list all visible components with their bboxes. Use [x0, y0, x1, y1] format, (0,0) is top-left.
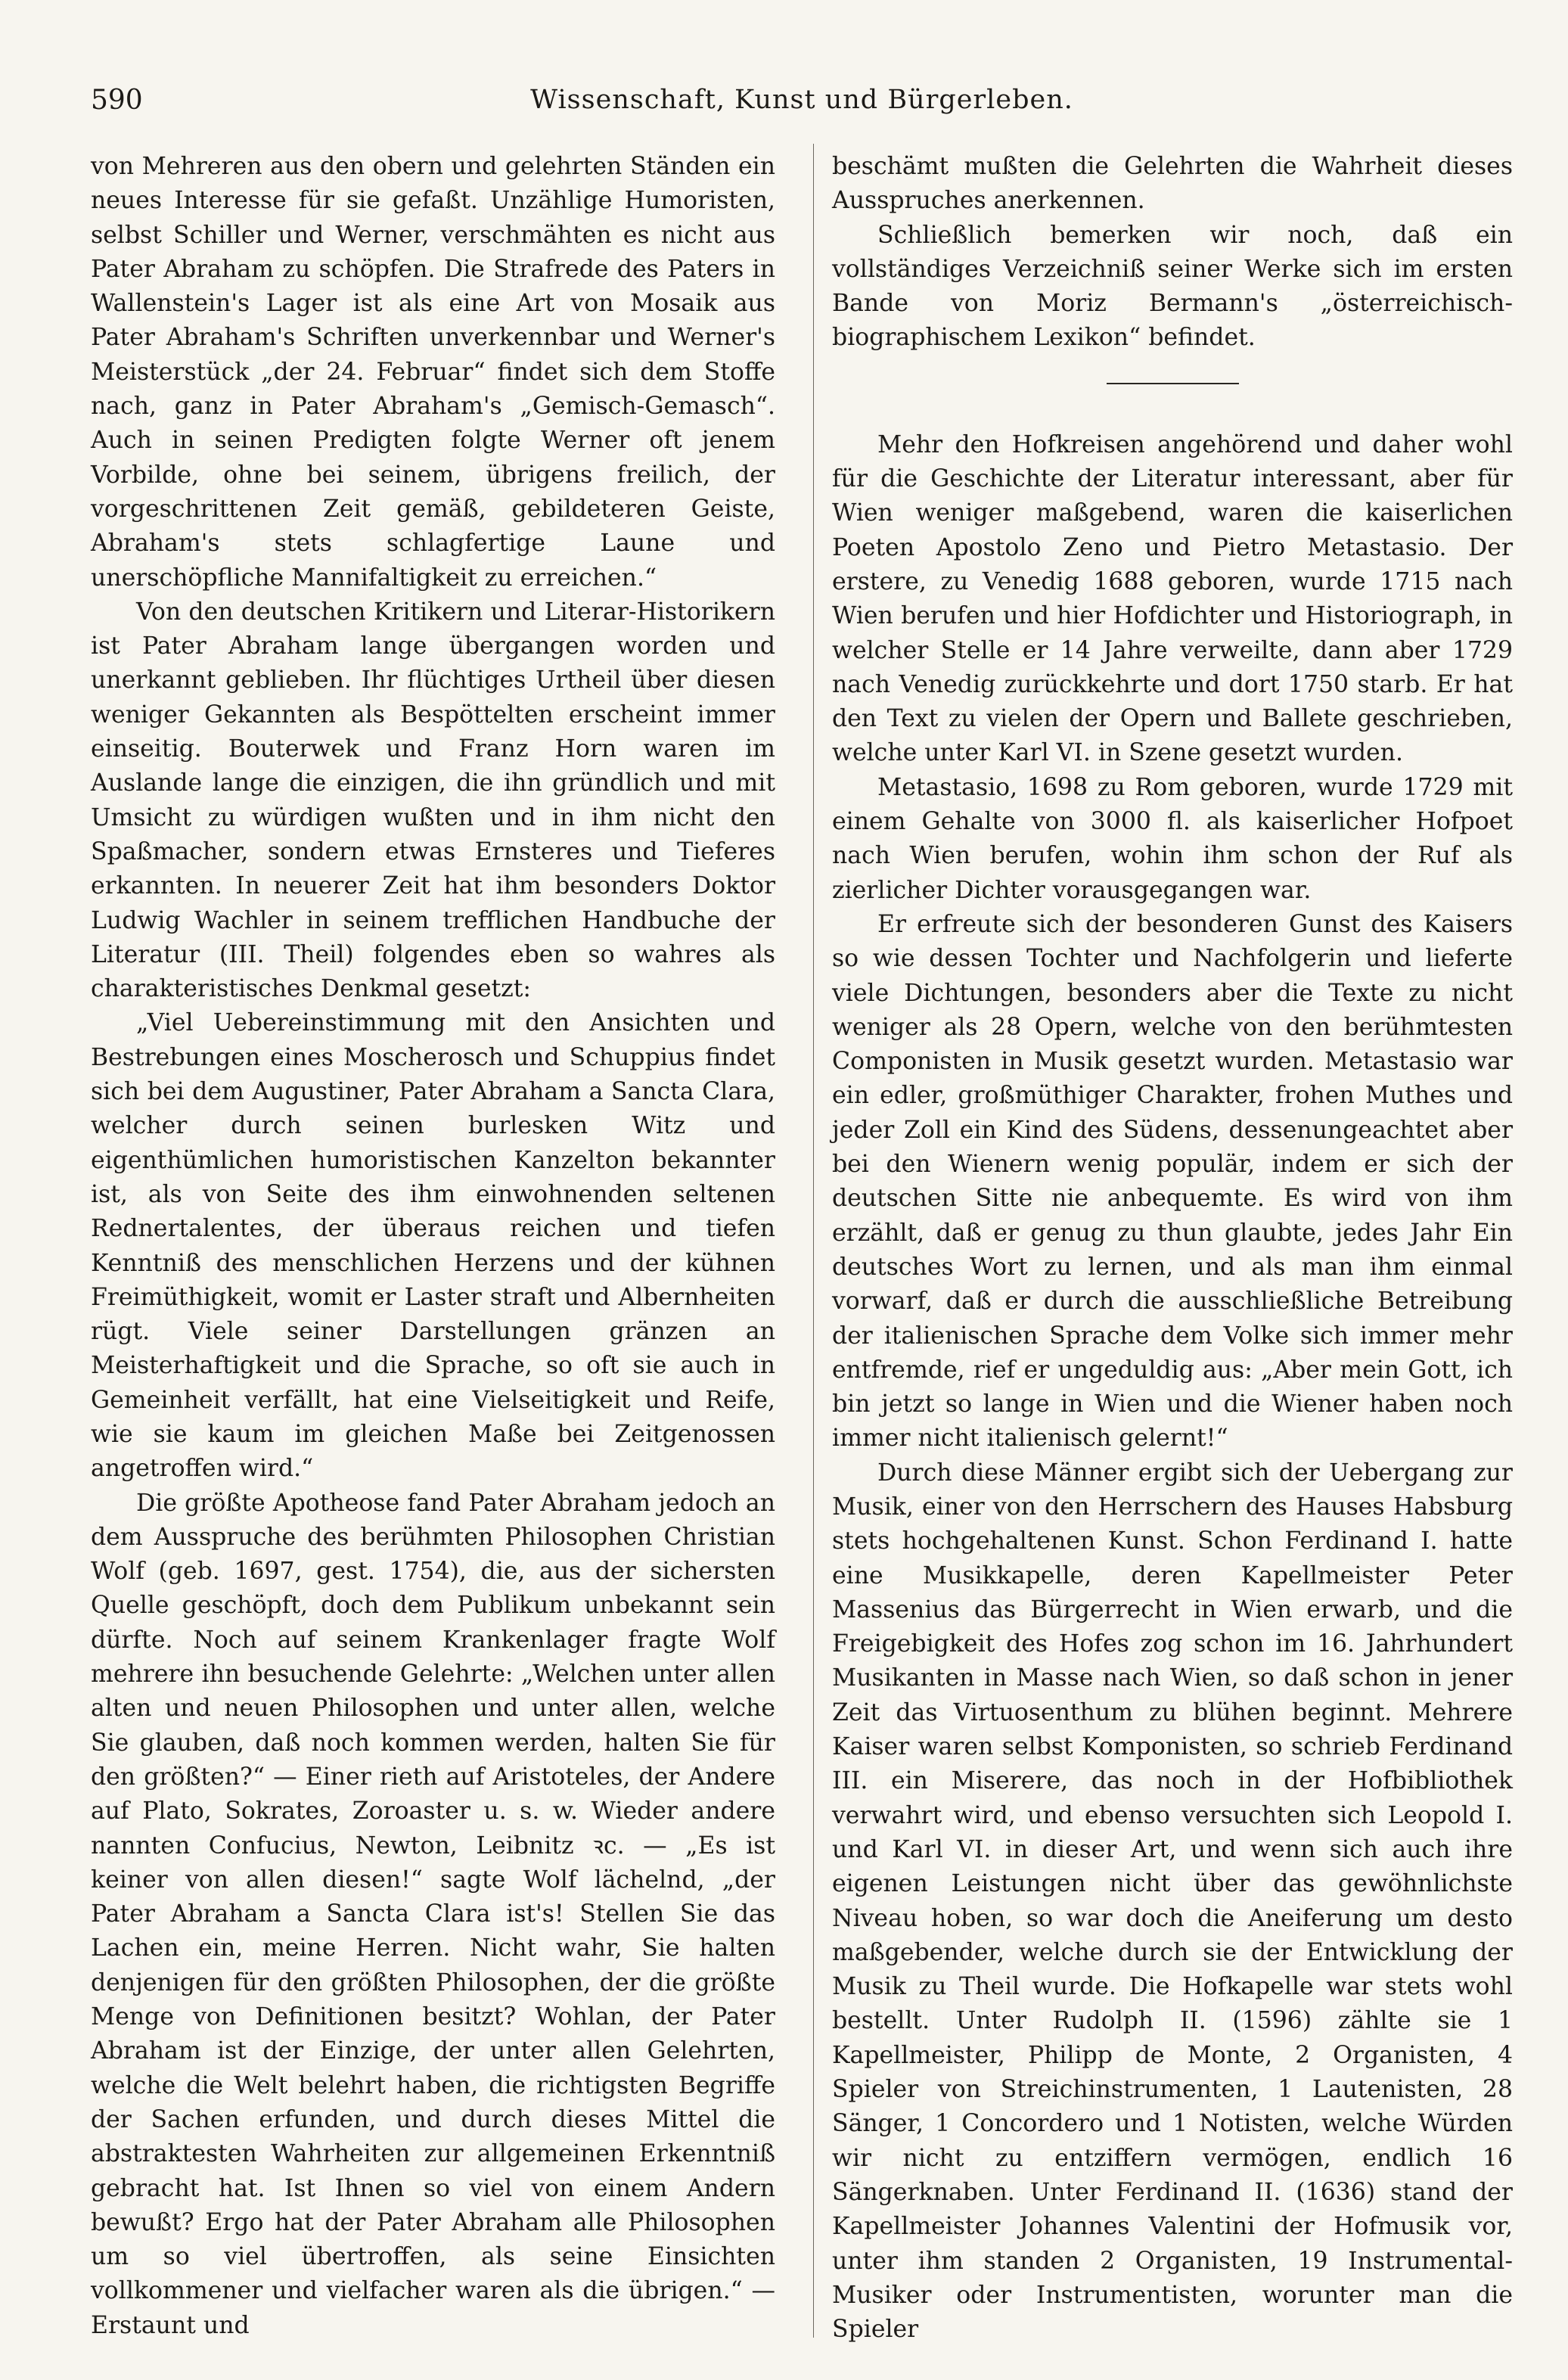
page-number: 590 [91, 85, 143, 116]
column-divider [813, 144, 814, 2338]
left-column [91, 150, 775, 2343]
paragraph: Er erfreute sich der besonderen Gunst des Kaisers so wie dessen Tochter und Nachfolgerin und lieferte viele Dichtungen, besonders aber die Texte zu nicht weniger als 28 Opern, welche von den berühmtesten Componisten in Musik gesetzt wurden. Metastasio war ein edler, großmüthiger Charakter, frohen Muthes und jeder Zoll ein Kind des Südens, dessenungeachtet aber bei den Wienern wenig populär, indem er sich der deutschen Sitte nie anbequemte. Es wird von ihm erzählt, daß er genug zu thun glaubte, jedes Jahr Ein deutsches Wort zu lernen, und als man ihm einmal vorwarf, daß er durch die ausschließliche Betreibung der italienischen Sprache dem Volke sich immer mehr entfremde, rief er ungeduldig aus: „Aber mein Gott, ich bin jetzt so lange in Wien und die Wiener haben noch immer nicht italienisch gelernt!“ [832, 910, 1513, 1453]
paragraph: Schließlich bemerken wir noch, daß ein vollständiges Verzeichniß seiner Werke sich im ersten Bande von Moriz Bermann's „österreichisch-biographischem Lexikon“ befindet. [832, 221, 1513, 352]
paragraph: Durch diese Männer ergibt sich der Uebergang zur Musik, einer von den Herrschern des Hauses Habsburg stets hochgehaltenen Kunst. Schon Ferdinand I. hatte eine Musikkapelle, deren Kapellmeister Peter Massenius das Bürgerrecht in Wien erwarb, und die Freigebigkeit des Hofes zog schon im 16. Jahrhundert Musikanten in Masse nach Wien, so daß schon in jener Zeit das Virtuosenthum zu blühen beginnt. Mehrere Kaiser waren selbst Komponisten, so schrieb Ferdinand III. ein Miserere, das noch in der Hofbibliothek verwahrt wird, und ebenso versuchten sich Leopold I. und Karl VI. in dieser Art, und wenn sich auch ihre eigenen Leistungen nicht über das gewöhnlichste Niveau hoben, so war doch die Aneiferung um desto maßgebender, welche durch sie der Entwicklung der Musik zu Theil wurde. Die Hofkapelle war stets wohl bestellt. Unter Rudolph II. (1596) zählte sie 1 Kapellmeister, Philipp de Monte, 2 Organisten, 4 Spieler von Streichinstrumenten, 1 Lautenisten, 28 Sänger, 1 Concordero und 1 Notisten, welche Würden wir nicht zu entziffern vermögen, endlich 16 Sängerknaben. Unter Ferdinand II. (1636) stand der Kapellmeister Johannes Valentini der Hofmusik vor, unter ihm standen 2 Organisten, 19 Instrumental-Musiker oder Instrumentisten, worunter man die Spieler [832, 1459, 1513, 2344]
paragraph: Mehr den Hofkreisen angehörend und daher wohl für die Geschichte der Literatur interessant, aber für Wien weniger maßgebend, waren die kaiserlichen Poeten Apostolo Zeno und Pietro Metastasio. Der erstere, zu Venedig 1688 geboren, wurde 1715 nach Wien berufen und hier Hofdichter und Historiograph, in welcher Stelle er 14 Jahre verweilte, dann aber 1729 nach Venedig zurückkehrte und dort 1750 starb. Er hat den Text zu vielen der Opern und Ballete geschrieben, welche unter Karl VI. in Szene gesetzt wurden. [832, 430, 1513, 767]
paragraph: Von den deutschen Kritikern und Literar-Historikern ist Pater Abraham lange übergangen worden und unerkannt geblieben. Ihr flüchtiges Urtheil über diesen weniger Gekannten als Bespöttelten erscheint immer einseitig. Bouterwek und Franz Horn waren im Auslande lange die einzigen, die ihn gründlich und mit Umsicht zu würdigen wußten und in ihm nicht den Spaßmacher, sondern etwas Ernsteres und Tieferes erkannten. In neuerer Zeit hat ihm besonders Doktor Ludwig Wachler in seinem trefflichen Handbuche der Literatur (III. Theil) folgendes eben so wahres als charakteristisches Denkmal gesetzt: [91, 598, 775, 1003]
running-head: Wissenschaft, Kunst und Bürgerleben. [530, 85, 1073, 115]
page-header [91, 85, 1513, 130]
paragraph: Metastasio, 1698 zu Rom geboren, wurde 1729 mit einem Gehalte von 3000 fl. als kaiserlicher Hofpoet nach Wien berufen, wohin ihm schon der Ruf als zierlicher Dichter vorausgegangen war. [832, 773, 1513, 904]
paragraph: beschämt mußten die Gelehrten die Wahrheit dieses Ausspruches anerkennen. [832, 153, 1513, 215]
paragraph: von Mehreren aus den obern und gelehrten Ständen ein neues Interesse für sie gefaßt. Unzählige Humoristen, selbst Schiller und Werner, verschmähten es nicht aus Pater Abraham zu schöpfen. Die Strafrede des Paters in Wallenstein's Lager ist als eine Art von Mosaik aus Pater Abraham's Schriften unverkennbar und Werner's Meisterstück „der 24. Februar“ findet sich dem Stoffe nach, ganz in Pater Abraham's „Gemisch-Gemasch“. Auch in seinen Predigten folgte Werner oft jenem Vorbilde, ohne bei seinem, übrigens freilich, der vorgeschrittenen Zeit gemäß, gebildeteren Geiste, Abraham's stets schlagfertige Laune und unerschöpfliche Mannifaltigkeit zu erreichen.“ [91, 153, 775, 592]
section-divider [1107, 383, 1239, 384]
right-column [832, 150, 1513, 2347]
paragraph: Die größte Apotheose fand Pater Abraham jedoch an dem Ausspruche des berühmten Philosophen Christian Wolf (geb. 1697, gest. 1754), die, aus der sichersten Quelle geschöpft, doch dem Publikum unbekannt sein dürfte. Noch auf seinem Krankenlager fragte Wolf mehrere ihn besuchende Gelehrte: „Welchen unter allen alten und neuen Philosophen und unter allen, welche Sie glauben, daß noch kommen werden, halten Sie für den größten?“ — Einer rieth auf Aristoteles, der Andere auf Plato, Sokrates, Zoroaster u. s. w. Wieder andere nannten Confucius, Newton, Leibnitz ꝛc. — „Es ist keiner von allen diesen!“ sagte Wolf lächelnd, „der Pater Abraham a Sancta Clara ist's! Stellen Sie das Lachen ein, meine Herren. Nicht wahr, Sie halten denjenigen für den größten Philosophen, der die größte Menge von Definitionen besitzt? Wohlan, der Pater Abraham ist der Einzige, der unter allen Gelehrten, welche die Welt belehrt haben, die richtigsten Begriffe der Sachen erfunden, und durch dieses Mittel die abstraktesten Wahrheiten zur allgemeinen Erkenntniß gebracht hat. Ist Ihnen so viel von einem Andern bewußt? Ergo hat der Pater Abraham alle Philosophen um so viel übertroffen, als seine Einsichten vollkommener und vielfacher waren als die übrigen.“ — Erstaunt und [91, 1489, 775, 2339]
block-quote: „Viel Uebereinstimmung mit den Ansichten und Bestrebungen eines Moscherosch und Schuppius findet sich bei dem Augustiner, Pater Abraham a Sancta Clara, welcher durch seinen burlesken Witz und eigenthümlichen humoristischen Kanzelton bekannter ist, als von Seite des ihm einwohnenden seltenen Rednertalentes, der überaus reichen und tiefen Kenntniß des menschlichen Herzens und der kühnen Freimüthigkeit, womit er Laster straft und Albernheiten rügt. Viele seiner Darstellungen gränzen an Meisterhaftigkeit und die Sprache, so oft sie auch in Gemeinheit verfällt, hat eine Vielseitigkeit und Reife, wie sie kaum im gleichen Maße bei Zeitgenossen angetroffen wird.“ [91, 1009, 775, 1483]
